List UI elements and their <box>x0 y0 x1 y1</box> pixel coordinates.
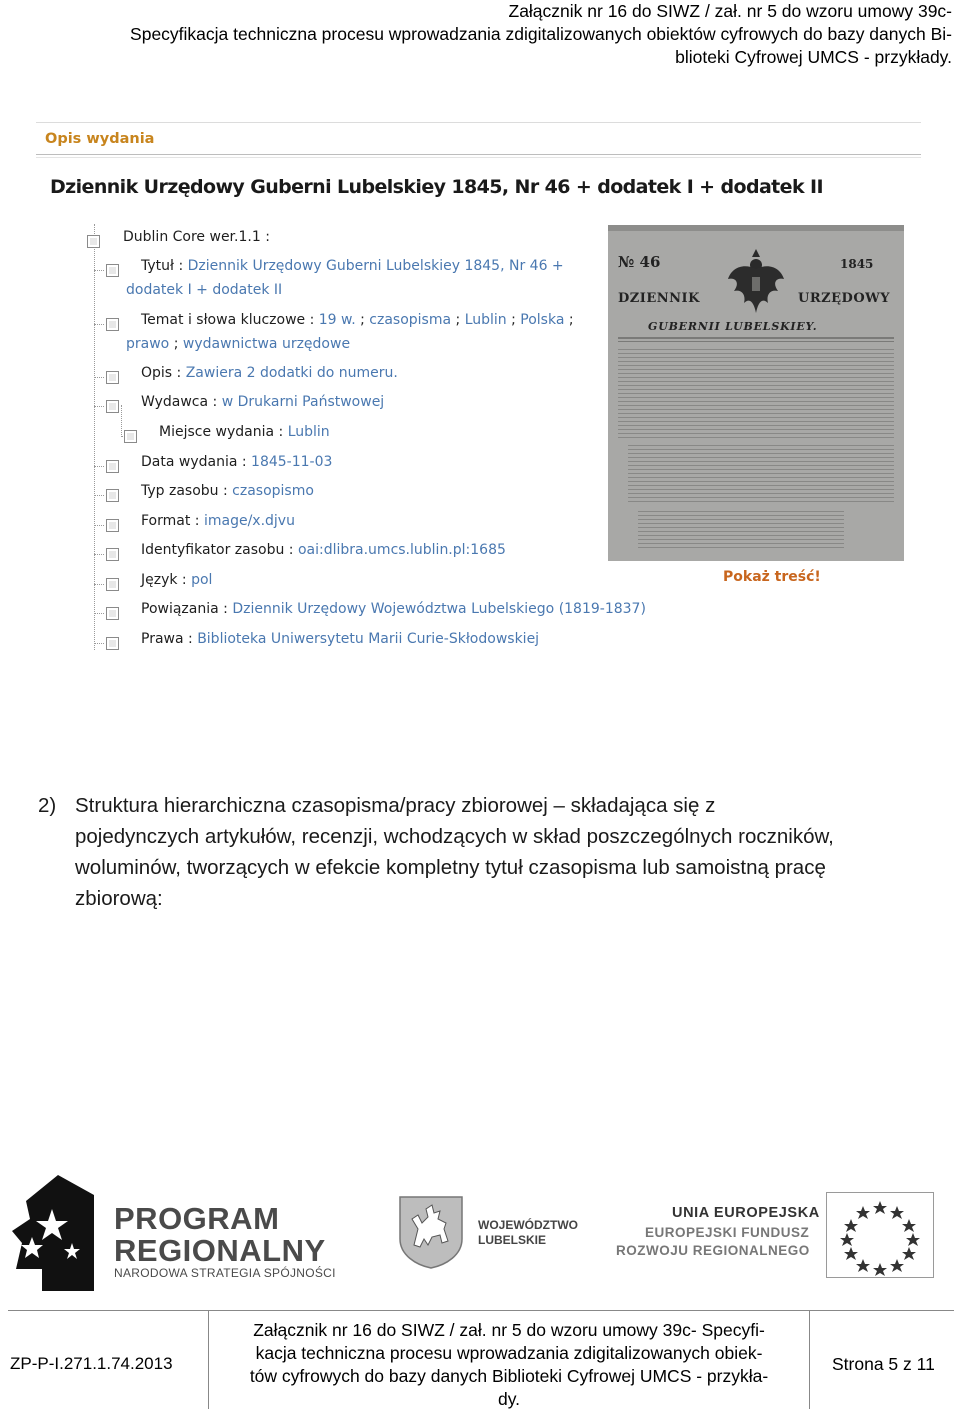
separator: ; <box>451 312 465 328</box>
field-relation <box>141 598 646 621</box>
tree-line <box>121 405 122 437</box>
field-label: Opis : <box>141 365 182 381</box>
ue-fund: EUROPEJSKI FUNDUSZ <box>645 1225 810 1240</box>
tab-opis-wydania: Opis wydania <box>45 131 155 147</box>
field-subject-line2 <box>126 333 350 356</box>
field-value: 1845-11-03 <box>251 454 333 470</box>
scan-thumbnail[interactable] <box>608 225 904 561</box>
checkbox-icon <box>124 430 137 443</box>
embedded-screenshot <box>28 112 923 660</box>
separator: ; <box>506 312 521 328</box>
footer-title-line: dy. <box>497 1389 521 1409</box>
tree-line <box>94 224 95 650</box>
eagle-emblem-icon <box>726 243 786 323</box>
field-place <box>159 421 330 444</box>
field-value: wydawnictwa urzędowe <box>182 336 351 352</box>
scan-rule <box>618 337 894 339</box>
footer-reference-cell <box>8 1311 209 1409</box>
field-label: Język : <box>141 572 187 588</box>
checkbox-icon <box>106 578 119 591</box>
field-label: Powiązania : <box>141 601 228 617</box>
field-description <box>141 362 398 385</box>
footer-title-cell <box>209 1311 810 1409</box>
field-value: oai:dlibra.umcs.lublin.pl:1685 <box>297 542 506 558</box>
field-label: Prawa : <box>141 631 193 647</box>
field-value: Biblioteka Uniwersytetu Marii Curie-Skłodowskiej <box>197 631 540 647</box>
field-value: czasopisma <box>369 312 452 328</box>
footer-reference: ZP-P-I.271.1.74.2013 <box>10 1354 173 1373</box>
footer-title-line: tów cyfrowych do bazy danych Biblioteki Cyfrowej UMCS - przykła- <box>249 1366 769 1386</box>
ue-title: UNIA EUROPEJSKA <box>672 1205 820 1221</box>
field-date <box>141 451 332 474</box>
eu-flag-icon <box>826 1192 934 1278</box>
field-format <box>141 510 295 533</box>
checkbox-icon <box>106 489 119 502</box>
tree-line <box>94 643 104 644</box>
field-value: 19 w. <box>318 312 356 328</box>
tree-line <box>94 377 104 378</box>
field-value: image/x.djvu <box>203 513 295 529</box>
checkbox-icon <box>106 637 119 650</box>
publication-title: Dziennik Urzędowy Guberni Lubelskiey 1845, Nr 46 + dodatek I + dodatek II <box>50 176 823 198</box>
list-number: 2) <box>38 794 57 817</box>
header-line-1: Załącznik nr 16 do SIWZ / zał. nr 5 do wzoru umowy 39c- <box>508 1 952 21</box>
wojewodztwo-label <box>478 1218 578 1248</box>
page-footer <box>8 1310 954 1409</box>
checkbox-icon <box>87 235 100 248</box>
tree-root-label <box>123 226 270 249</box>
separator: ; <box>564 312 574 328</box>
field-label: Tytuł : <box>141 258 184 274</box>
field-value: prawo <box>126 336 170 352</box>
funding-logos <box>0 1165 960 1295</box>
field-label: Typ zasobu : <box>141 483 228 499</box>
scan-title-right: URZĘDOWY <box>798 291 891 306</box>
field-type <box>141 480 314 503</box>
scan-year: 1845 <box>840 257 874 271</box>
tree-line <box>94 495 104 496</box>
field-label: Miejsce wydania : <box>159 424 284 440</box>
field-value: w Drukarni Państwowej <box>221 394 385 410</box>
scan-edge <box>608 225 904 231</box>
field-label: Wydawca : <box>141 394 218 410</box>
program-regionalny-logo-icon <box>12 1173 94 1291</box>
show-content-link[interactable]: Pokaż treść! <box>723 569 821 585</box>
field-value: dodatek I + dodatek II <box>126 282 283 298</box>
field-value: Zawiera 2 dodatki do numeru. <box>185 365 398 381</box>
field-label: Identyfikator zasobu : <box>141 542 294 558</box>
field-label: Format : <box>141 513 200 529</box>
scan-text-block <box>638 511 844 549</box>
divider <box>36 154 921 155</box>
checkbox-icon <box>106 607 119 620</box>
field-title <box>141 255 564 278</box>
field-identifier <box>141 539 506 562</box>
divider <box>36 157 921 158</box>
field-rights <box>141 628 539 651</box>
wojewodztwo-line: WOJEWÓDZTWO <box>478 1218 578 1232</box>
header-line-3: blioteki Cyfrowej UMCS - przykłady. <box>675 47 952 67</box>
field-value: pol <box>191 572 213 588</box>
footer-page-cell <box>810 1311 954 1409</box>
field-value: Dziennik Urzędowy Województwa Lubelskiego (1819-1837) <box>232 601 646 617</box>
checkbox-icon <box>106 400 119 413</box>
tree-line <box>94 270 104 271</box>
field-value: Lublin <box>464 312 507 328</box>
paragraph-line: Struktura hierarchiczna czasopisma/pracy zbiorowej – składająca się z <box>75 794 716 817</box>
field-label: Data wydania : <box>141 454 247 470</box>
separator: ; <box>355 312 370 328</box>
scan-text-block <box>618 349 894 439</box>
field-value: Lublin <box>287 424 330 440</box>
lubelskie-coat-of-arms-icon <box>398 1195 464 1269</box>
checkbox-icon <box>106 318 119 331</box>
field-title-line2 <box>126 279 282 302</box>
paragraph-line: woluminów, tworzących w efekcie kompletny tytuł czasopisma lub samoistną pracę <box>75 856 826 879</box>
tree-line <box>94 554 104 555</box>
paragraph-line: zbiorową: <box>75 887 163 910</box>
page-number: Strona 5 z 11 <box>832 1354 935 1374</box>
checkbox-icon <box>106 371 119 384</box>
scan-text-block <box>628 445 894 505</box>
scan-subtitle: GUBERNII LUBELSKIEY. <box>648 320 818 333</box>
program-title: PROGRAM <box>114 1201 280 1236</box>
field-value: Polska <box>520 312 565 328</box>
footer-title <box>209 1319 809 1411</box>
field-value: Dziennik Urzędowy Guberni Lubelskiey 1845, Nr 46 + <box>187 258 564 274</box>
wojewodztwo-line: LUBELSKIE <box>478 1233 547 1247</box>
tree-line <box>94 584 104 585</box>
separator: ; <box>169 336 183 352</box>
checkbox-icon <box>106 460 119 473</box>
divider <box>36 122 921 123</box>
tree-line <box>94 525 104 526</box>
checkbox-icon <box>106 548 119 561</box>
scan-rule <box>618 341 894 342</box>
tree-line <box>94 406 104 407</box>
paragraph-line: pojedynczych artykułów, recenzji, wchodzących w skład poszczególnych roczników, <box>75 825 834 848</box>
tree-line <box>94 613 104 614</box>
program-subtitle: REGIONALNY <box>114 1233 326 1268</box>
tree-line <box>94 324 104 325</box>
scan-title-left: DZIENNIK <box>618 291 700 306</box>
field-language <box>141 569 212 592</box>
root-label-text: Dublin Core wer.1.1 : <box>123 229 270 245</box>
field-label: Temat i słowa kluczowe : <box>141 312 315 328</box>
field-subject <box>141 309 574 332</box>
tree-line <box>94 466 104 467</box>
footer-title-line: kacja techniczna procesu wprowadzania zdigitalizowanych obiek- <box>255 1343 763 1363</box>
field-value: czasopismo <box>232 483 314 499</box>
ue-regional: ROZWOJU REGIONALNEGO <box>616 1243 810 1258</box>
program-tagline: NARODOWA STRATEGIA SPÓJNOŚCI <box>114 1266 336 1280</box>
checkbox-icon <box>106 519 119 532</box>
scan-number: № 46 <box>618 253 661 271</box>
field-publisher <box>141 391 384 414</box>
checkbox-icon <box>106 264 119 277</box>
header-line-2: Specyfikacja techniczna procesu wprowadzania zdigitalizowanych obiektów cyfrowych do bazy danych Bi- <box>130 24 952 44</box>
paragraph-body <box>75 790 945 914</box>
page-header <box>12 0 952 69</box>
footer-title-line: Załącznik nr 16 do SIWZ / zał. nr 5 do wzoru umowy 39c- Specyfi- <box>253 1320 765 1340</box>
